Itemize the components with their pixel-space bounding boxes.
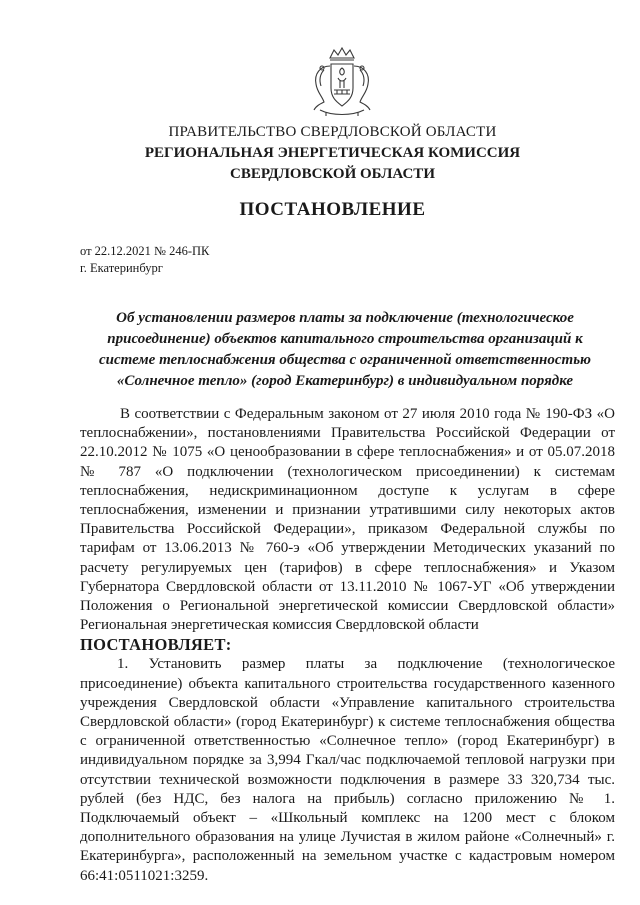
document-body [80, 405, 615, 886]
document-subject: Об установлении размеров платы за подключение (технологическое присоединение) объектов капитального строительства организаций к системе теплоснабжения общества с ограниченной ответственностью «Солнечное тепло» (город Екатеринбург) в индивидуальном порядке [98, 310, 592, 389]
commission-name-line2: СВЕРДЛОВСКОЙ ОБЛАСТИ [230, 166, 435, 182]
date-and-number: от 22.12.2021 № 246-ПК [80, 244, 210, 258]
government-name: ПРАВИТЕЛЬСТВО СВЕРДЛОВСКОЙ ОБЛАСТИ [168, 124, 497, 140]
resolve-heading: ПОСТАНОВЛЯЕТ: [80, 635, 232, 655]
city: г. Екатеринбург [80, 261, 163, 275]
commission-name-line1: РЕГИОНАЛЬНАЯ ЭНЕРГЕТИЧЕСКАЯ КОМИССИЯ [144, 145, 521, 161]
authority-header [80, 122, 585, 185]
document-meta [80, 243, 209, 277]
document-type-title: ПОСТАНОВЛЕНИЕ [239, 199, 426, 220]
coat-of-arms-icon [304, 44, 380, 120]
clause-1-paragraph: 1. Установить размер платы за подключение (технологическое присоединение) объекта капитального строительства государственного казенного учреждения Свердловской области «Управление капитального строительства Свердловской области» (город Екатеринбург) к системе теплоснабжения общества с ограниченной ответственностью «Солнечное тепло» (город Екатеринбург) в индивидуальном порядке за 3,994 Гкал/час подключаемой тепловой нагрузки при отсутствии технической возможности подключения в размере 33 320,734 тыс. рублей (без НДС, без налога на прибыль) согласно приложению № 1. Подключаемый объект – «Школьный комплекс на 1200 мест с блоком дополнительного образования на улице Лучистая в жилом районе «Солнечный» г. Екатеринбурга», расположенный на земельном участке с кадастровым номером 66:41:0511021:3259. [80, 656, 615, 884]
preamble-paragraph: В соответствии с Федеральным законом от 27 июля 2010 года № 190-ФЗ «О теплоснабжении», постановлениями Правительства Российской Федерации от 22.10.2012 № 1075 «О ценообразовании в сфере теплоснабжения» и от 05.07.2018 № 787 «О подключении (технологическом присоединении) к системам теплоснабжения, недискриминационном доступе к услугам в сфере теплоснабжения, изменении и признании утратившими силу некоторых актов Правительства Российской Федерации», приказом Федеральной службы по тарифам от 13.06.2013 № 760-э «Об утверждении Методических указаний по расчету регулируемых цен (тарифов) в сфере теплоснабжения» и Указом Губернатора Свердловской области от 13.11.2010 № 1067-УГ «Об утверждении Положения о Региональной энергетической комиссии Свердловской области» Региональная энергетическая комиссия Свердловской области [80, 406, 615, 634]
